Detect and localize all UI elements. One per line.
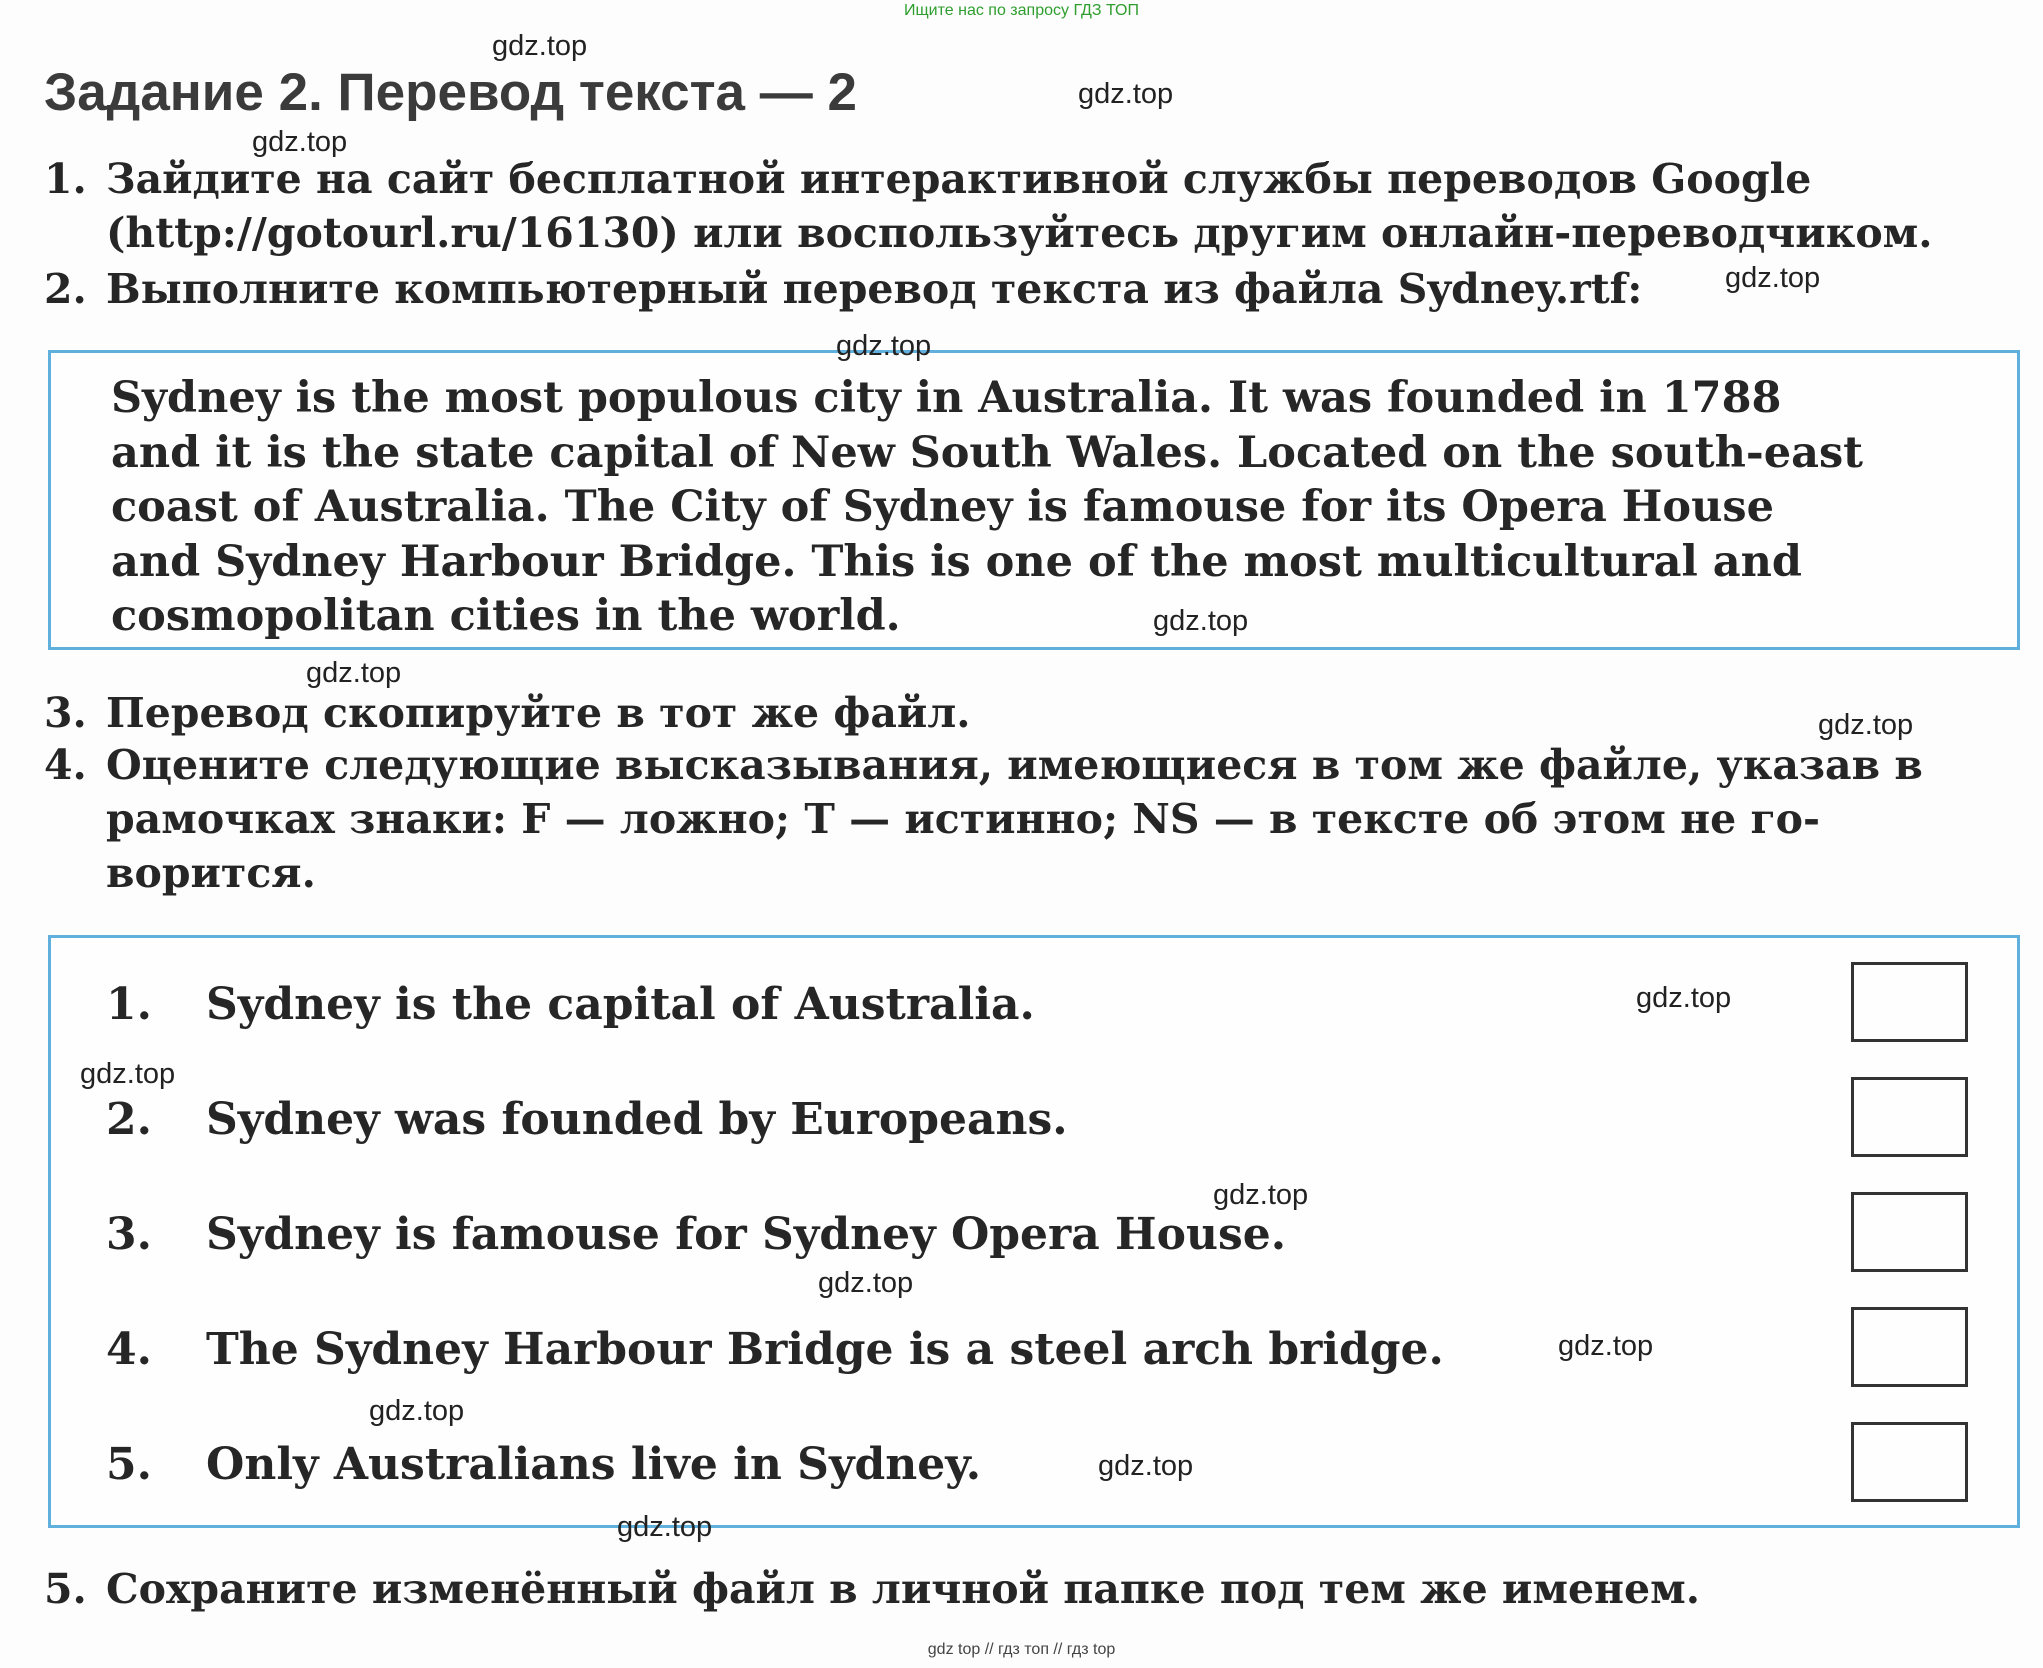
watermark: gdz.top	[80, 1058, 176, 1090]
statement-text: Sydney is the capital of Australia.	[206, 979, 1035, 1030]
statement-text: Only Australians live in Sydney.	[206, 1439, 982, 1490]
step-number: 5.	[44, 1565, 87, 1613]
step-number: 1.	[44, 155, 87, 203]
statement-number: 2.	[106, 1094, 152, 1145]
top-banner[interactable]: Ищите нас по запросу ГДЗ ТОП	[904, 2, 1139, 19]
watermark: gdz.top	[1558, 1330, 1654, 1362]
step-number: 2.	[44, 265, 87, 313]
step-4	[44, 738, 1923, 900]
passage-line: cosmopolitan cities in the world.	[111, 591, 901, 641]
watermark: gdz.top	[1078, 78, 1174, 110]
step-text: ворится.	[106, 849, 316, 897]
step-number: 3.	[44, 689, 87, 737]
statement-text: The Sydney Harbour Bridge is a steel arch bridge.	[206, 1324, 1444, 1375]
answer-box-1[interactable]	[1851, 962, 1968, 1042]
watermark: gdz.top	[836, 330, 932, 362]
statement-row	[106, 978, 1035, 1032]
step-5	[44, 1562, 1700, 1616]
step-text: рамочках знаки: F — ложно; T — истинно; NS — в тексте об этом не го-	[106, 795, 1821, 843]
answer-box-5[interactable]	[1851, 1422, 1968, 1502]
statement-text: Sydney was founded by Europeans.	[206, 1094, 1068, 1145]
step-2	[44, 262, 1642, 316]
passage-line: and Sydney Harbour Bridge. This is one of the most multicultural and	[111, 536, 1802, 587]
footer[interactable]: gdz top // гдз топ // гдз top	[927, 1641, 1116, 1658]
statement-number: 3.	[106, 1209, 152, 1260]
step-number: 4.	[44, 741, 87, 789]
watermark: gdz.top	[1636, 982, 1732, 1014]
passage-box	[48, 350, 2020, 650]
statement-text: Sydney is famouse for Sydney Opera House.	[206, 1209, 1287, 1260]
passage-line: and it is the state capital of New South Wales. Located on the south-east	[111, 427, 1864, 478]
watermark: gdz.top	[369, 1395, 465, 1427]
watermark: gdz.top	[306, 657, 402, 689]
step-text: (http://gotourl.ru/16130) или воспользуйтесь другим онлайн-переводчиком.	[106, 209, 1933, 257]
step-text: Сохраните изменённый файл в личной папке под тем же именем.	[106, 1565, 1701, 1613]
step-text: Перевод скопируйте в тот же файл.	[106, 689, 971, 737]
watermark: gdz.top	[1098, 1450, 1194, 1482]
watermark: gdz.top	[492, 30, 588, 62]
statement-number: 1.	[106, 979, 152, 1030]
watermark: gdz.top	[1213, 1179, 1309, 1211]
statements-box	[48, 935, 2020, 1528]
step-text: Оцените следующие высказывания, имеющиеся в том же файле, указав в	[106, 741, 1923, 789]
statement-row	[106, 1208, 1286, 1262]
passage-line: coast of Australia. The City of Sydney is famouse for its Opera House	[111, 482, 1774, 532]
watermark: gdz.top	[818, 1267, 914, 1299]
passage-text	[111, 371, 2043, 644]
watermark: gdz.top	[1725, 262, 1821, 294]
statement-row	[106, 1438, 981, 1492]
watermark: gdz.top	[252, 126, 348, 158]
statement-row	[106, 1093, 1068, 1147]
answer-box-3[interactable]	[1851, 1192, 1968, 1272]
watermark: gdz.top	[617, 1511, 713, 1543]
statement-number: 4.	[106, 1324, 152, 1375]
step-text: Выполните компьютерный перевод текста из файла Sydney.rtf:	[106, 265, 1643, 313]
step-1	[44, 152, 1933, 260]
statement-number: 5.	[106, 1439, 152, 1490]
step-text: Зайдите на сайт бесплатной интерактивной службы переводов Google	[106, 155, 1812, 203]
watermark: gdz.top	[1818, 709, 1914, 741]
task-title: Задание 2. Перевод текста — 2	[44, 63, 857, 122]
passage-line: Sydney is the most populous city in Australia. It was founded in 1788	[111, 373, 1782, 423]
answer-box-2[interactable]	[1851, 1077, 1968, 1157]
watermark: gdz.top	[1153, 605, 1249, 637]
answer-box-4[interactable]	[1851, 1307, 1968, 1387]
statement-row	[106, 1323, 1444, 1377]
step-3	[44, 686, 971, 740]
